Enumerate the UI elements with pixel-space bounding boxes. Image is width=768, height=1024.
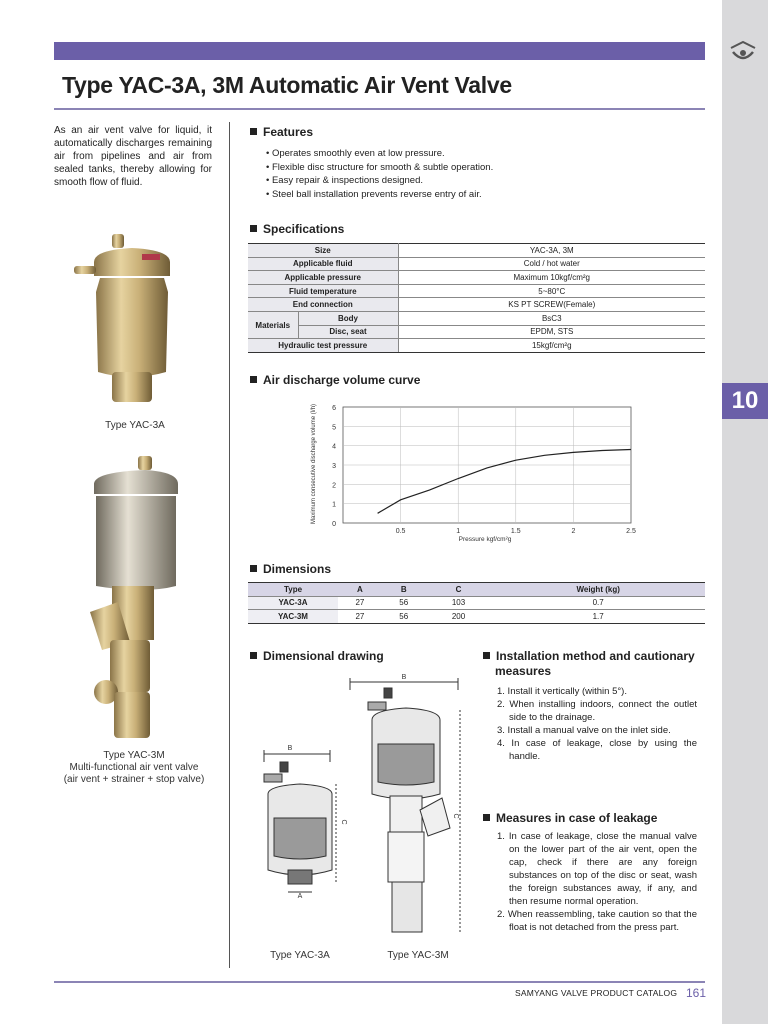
- chart-x-tick-label: 0.5: [395, 528, 406, 535]
- chart-y-tick-label: 5: [332, 424, 336, 432]
- chart-x-tick-label: 2.5: [626, 528, 636, 535]
- spec-size-label: Size: [248, 244, 398, 258]
- features-list: [266, 147, 493, 201]
- spec-hydro-label: Hydraulic test pressure: [248, 339, 398, 353]
- spec-temp-value: 5~80°C: [398, 284, 705, 298]
- column-header: B: [382, 583, 426, 597]
- list-item: 2. When reassembling, take caution so that the float is not detached from the press part.: [497, 909, 697, 933]
- drawing-label-a: A: [297, 893, 303, 900]
- bullet-square-icon: [250, 128, 257, 135]
- list-item: 1. Install it vertically (within 5°).: [497, 686, 627, 697]
- table-row: [248, 596, 705, 610]
- page-title: Type YAC-3A, 3M Automatic Air Vent Valve: [62, 72, 512, 98]
- column-header: A: [338, 583, 382, 597]
- yac-3a-photo: [72, 232, 192, 412]
- bullet-square-icon: [250, 376, 257, 383]
- leakage-heading: Measures in case of leakage: [483, 811, 657, 825]
- feature-item: • Operates smoothly even at low pressure.: [266, 147, 493, 161]
- spec-pressure-value: Maximum 10kgf/cm²g: [398, 271, 705, 285]
- yac-3a-caption: Type YAC-3A: [105, 420, 165, 431]
- table-row: [248, 325, 705, 339]
- feature-item: • Steel ball installation prevents reverse entry of air.: [266, 188, 493, 202]
- leakage-list: [497, 830, 697, 934]
- spec-temp-label: Fluid temperature: [248, 284, 398, 298]
- dimensional-drawing: [236, 670, 476, 950]
- chart-x-tick-label: 1.5: [510, 528, 521, 535]
- yac-3m-caption-line3: (air vent + strainer + stop valve): [63, 774, 205, 785]
- chart-x-tick-label: 1: [456, 528, 461, 535]
- chart-y-tick-label: 3: [332, 463, 336, 470]
- footer-rule: [54, 981, 705, 983]
- table-cell: YAC-3A: [248, 596, 338, 610]
- table-cell: 0.7: [491, 596, 705, 610]
- drawing-label-b-3m: B: [401, 674, 407, 681]
- spec-fluid-value: Cold / hot water: [398, 257, 705, 271]
- bullet-square-icon: [483, 814, 490, 821]
- dimensions-table: [248, 582, 705, 624]
- table-cell: YAC-3M: [248, 610, 338, 624]
- spec-disc-value: EPDM, STS: [398, 325, 705, 339]
- spec-materials-label: Materials: [248, 311, 298, 338]
- drawing-yac-3a: [264, 750, 336, 892]
- table-row: [248, 298, 705, 312]
- spec-end-label: End connection: [248, 298, 398, 312]
- chart-y-tick-label: 2: [332, 482, 336, 490]
- spec-end-value: KS PT SCREW(Female): [398, 298, 705, 312]
- column-divider: [229, 122, 230, 968]
- column-header: C: [426, 583, 492, 597]
- discharge-curve-chart: [305, 398, 645, 546]
- table-row: [248, 271, 705, 285]
- table-cell: 56: [382, 596, 426, 610]
- chart-y-tick-label: 1: [332, 501, 336, 509]
- spec-size-value: YAC-3A, 3M: [398, 244, 705, 258]
- spec-body-label: Body: [298, 311, 398, 325]
- spec-fluid-label: Applicable fluid: [248, 257, 398, 271]
- table-header-row: [248, 583, 705, 597]
- feature-item: • Flexible disc structure for smooth & subtle operation.: [266, 161, 493, 175]
- table-cell: 103: [426, 596, 492, 610]
- bullet-square-icon: [250, 652, 257, 659]
- drawing-caption-3m: Type YAC-3M: [387, 950, 449, 961]
- intro-text: As an air vent valve for liquid, it automatically discharges remaining air from pipelines and air from sealed tanks, thereby allowing for smooth flow of fluid.: [54, 125, 212, 188]
- features-heading: Features: [250, 125, 313, 139]
- specifications-table: [248, 243, 705, 353]
- list-item: 4. In case of leakage, close by using the handle.: [497, 738, 697, 762]
- table-row: [248, 339, 705, 353]
- table-row: [248, 284, 705, 298]
- chart-ylabel: Maximum consecutive discharge volume (l/h): [311, 403, 317, 525]
- column-header: Type: [248, 583, 338, 597]
- table-row: [248, 257, 705, 271]
- bullet-square-icon: [250, 225, 257, 232]
- column-header: Weight (kg): [491, 583, 705, 597]
- chart-y-tick-label: 0: [332, 521, 336, 528]
- chart-x-tick-label: 2: [571, 528, 576, 535]
- table-cell: 56: [382, 610, 426, 624]
- header-bar: [54, 42, 705, 60]
- list-item: 1. In case of leakage, close the manual valve on the lower part of the air vent, open the cap, check if there are any foreign substances on top of the disc or seat, wash the foreign substances away, if any, and then resume normal operation.: [497, 831, 697, 907]
- drawing-heading: Dimensional drawing: [250, 649, 384, 663]
- chart-y-tick-label: 6: [332, 405, 336, 412]
- spec-pressure-label: Applicable pressure: [248, 271, 398, 285]
- list-item: 3. Install a manual valve on the inlet side.: [497, 725, 671, 736]
- installation-heading: Installation method and cautionary measures: [483, 649, 705, 679]
- bullet-square-icon: [483, 652, 490, 659]
- specifications-heading: Specifications: [250, 222, 344, 236]
- yac-3m-caption-title: Type YAC-3M: [103, 750, 165, 761]
- list-item: 2. When installing indoors, connect the outlet side to the drainage.: [497, 699, 697, 723]
- drawing-label-c-3a: C: [340, 819, 347, 825]
- dimensions-heading: Dimensions: [250, 562, 331, 576]
- table-row: [248, 610, 705, 624]
- footer-catalog: SAMYANG VALVE PRODUCT CATALOG: [515, 988, 678, 998]
- bullet-square-icon: [250, 565, 257, 572]
- curve-heading: Air discharge volume curve: [250, 373, 420, 387]
- installation-heading-line2: measures: [495, 664, 552, 678]
- spec-disc-label: Disc, seat: [298, 325, 398, 339]
- table-row: [248, 244, 705, 258]
- spec-hydro-value: 15kgf/cm²g: [398, 339, 705, 353]
- side-strip: [722, 0, 768, 1024]
- feature-item: • Easy repair & inspections designed.: [266, 174, 493, 188]
- table-cell: 27: [338, 596, 382, 610]
- samyang-logo-icon: [728, 38, 758, 68]
- drawing-caption-3a: Type YAC-3A: [270, 950, 330, 961]
- yac-3m-caption-line2: Multi-functional air vent valve: [69, 762, 199, 773]
- drawing-label-c-3m: C: [452, 813, 459, 819]
- yac-3m-photo: [60, 452, 210, 742]
- installation-list: [497, 685, 697, 763]
- title-rule: [54, 108, 705, 110]
- chapter-tab: 10: [722, 383, 768, 419]
- drawing-yac-3m: [350, 678, 460, 932]
- table-row: [248, 311, 705, 325]
- chart-y-tick-label: 4: [332, 443, 336, 451]
- table-cell: 27: [338, 610, 382, 624]
- table-cell: 1.7: [491, 610, 705, 624]
- drawing-label-b-3a: B: [287, 745, 293, 752]
- spec-body-value: BsC3: [398, 311, 705, 325]
- table-cell: 200: [426, 610, 492, 624]
- chart-xlabel: Pressure kgf/cm²g: [458, 536, 512, 543]
- page-number: 161: [686, 986, 707, 1000]
